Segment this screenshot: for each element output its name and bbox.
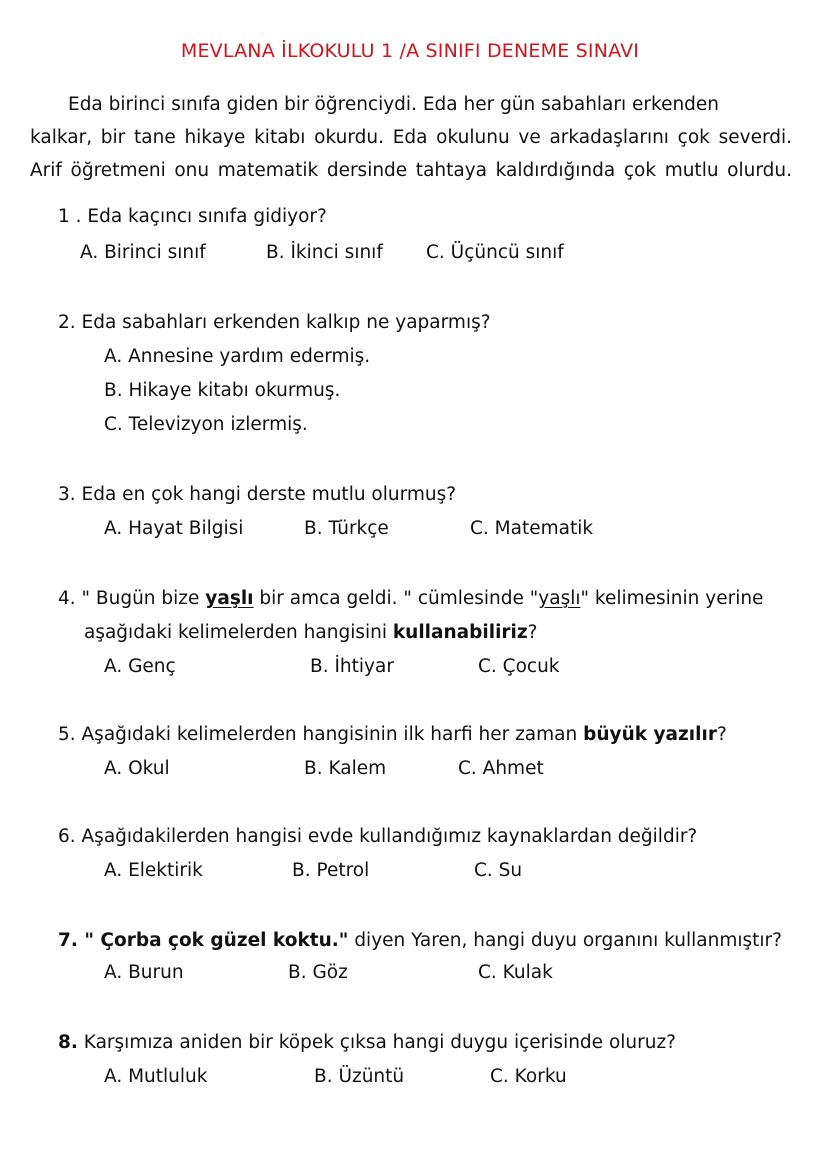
- question-2-text: 2. Eda sabahları erkenden kalkıp ne yaparmış?: [58, 312, 491, 333]
- option-a[interactable]: A. Birinci sınıf: [80, 242, 206, 263]
- question-8: [58, 1026, 676, 1060]
- option-b[interactable]: B. Göz: [288, 962, 348, 983]
- option-b[interactable]: B. Kalem: [304, 758, 387, 779]
- question-3: [58, 478, 456, 512]
- option-a[interactable]: A. Mutluluk: [104, 1066, 208, 1087]
- question-5-text: 5. Aşağıdaki kelimelerden hangisinin ilk harfi her zaman büyük yazılır?: [58, 724, 727, 745]
- question-2-option-a[interactable]: A. Annesine yardım edermiş.: [104, 346, 371, 367]
- option-a[interactable]: A. Okul: [104, 758, 170, 779]
- passage-line-3: Arif öğretmeni onu matematik dersinde tahtaya kaldırdığında çok mutlu olurdu.: [30, 160, 792, 181]
- option-c[interactable]: C. Korku: [490, 1066, 567, 1087]
- option-c[interactable]: C. Matematik: [470, 518, 594, 539]
- question-4-text-line-1: 4. " Bugün bize yaşlı bir amca geldi. " cümlesinde "yaşlı" kelimesinin yerine: [58, 588, 764, 609]
- question-7-text: 7. " Çorba çok güzel koktu." diyen Yaren, hangi duyu organını kullanmıştır?: [58, 930, 782, 951]
- emphasized-quote: 7. " Çorba çok güzel koktu.": [58, 930, 349, 951]
- emphasized-word: kullanabiliriz: [392, 622, 528, 643]
- option-b[interactable]: B. Petrol: [292, 860, 370, 881]
- question-7: [58, 924, 782, 958]
- underlined-word: yaşlı: [538, 588, 581, 609]
- question-6-text: 6. Aşağıdakilerden hangisi evde kullandığımız kaynaklardan değildir?: [58, 826, 698, 847]
- option-b[interactable]: B. Türkçe: [304, 518, 389, 539]
- question-2-option-c[interactable]: C. Televizyon izlermiş.: [104, 414, 308, 435]
- question-8-text: 8. Karşımıza aniden bir köpek çıksa hangi duygu içerisinde oluruz?: [58, 1032, 676, 1053]
- option-c[interactable]: C. Çocuk: [478, 656, 560, 677]
- passage-line-1: Eda birinci sınıfa giden bir öğrenciydi. Eda her gün sabahları erkenden: [68, 94, 720, 115]
- option-c[interactable]: C. Su: [474, 860, 523, 881]
- option-b[interactable]: B. Üzüntü: [314, 1066, 405, 1087]
- option-a[interactable]: A. Elektirik: [104, 860, 203, 881]
- emphasized-phrase: büyük yazılır: [583, 724, 717, 745]
- question-4-line-2: aşağıdaki kelimelerden hangisini kullanabiliriz?: [84, 622, 538, 643]
- question-2-option-b[interactable]: B. Hikaye kitabı okurmuş.: [104, 380, 341, 401]
- question-3-text: 3. Eda en çok hangi derste mutlu olurmuş?: [58, 484, 457, 505]
- option-a[interactable]: A. Hayat Bilgisi: [104, 518, 244, 539]
- question-1-text: 1 . Eda kaçıncı sınıfa gidiyor?: [58, 206, 327, 227]
- option-a[interactable]: A. Genç: [104, 656, 176, 677]
- emphasized-word: yaşlı: [205, 588, 254, 609]
- question-number: 8.: [58, 1032, 78, 1053]
- question-4: [58, 582, 763, 616]
- exam-title: MEVLANA İLKOKULU 1 /A SINIFI DENEME SINAVI: [180, 40, 640, 62]
- question-1: [58, 200, 327, 234]
- option-c[interactable]: C. Kulak: [478, 962, 553, 983]
- passage-line-2: kalkar, bir tane hikaye kitabı okurdu. Eda okulunu ve arkadaşlarını çok severdi.: [30, 127, 792, 148]
- option-c[interactable]: C. Ahmet: [458, 758, 544, 779]
- option-b[interactable]: B. İkinci sınıf: [266, 242, 383, 263]
- question-2: [58, 306, 491, 340]
- option-c[interactable]: C. Üçüncü sınıf: [426, 242, 564, 263]
- option-a[interactable]: A. Burun: [104, 962, 184, 983]
- question-6: [58, 820, 697, 854]
- question-5: [58, 718, 727, 752]
- reading-passage: [30, 88, 792, 187]
- option-b[interactable]: B. İhtiyar: [310, 656, 394, 677]
